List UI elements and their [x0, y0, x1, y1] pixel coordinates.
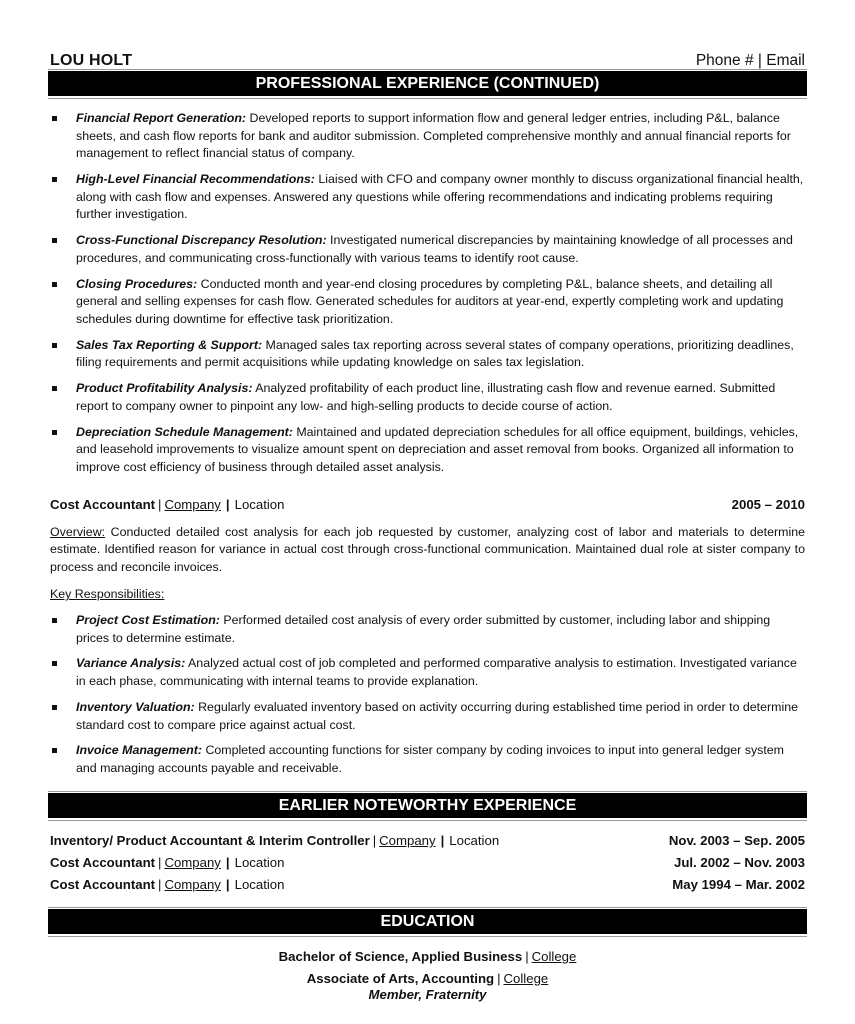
bullet-icon [52, 386, 57, 391]
list-item [50, 276, 805, 329]
job-title: Inventory/ Product Accountant & Interim Controller [50, 833, 370, 848]
bullet-text: Investigated numerical discrepancies by maintaining knowledge of all processes and procedures, and communicating cross-functionally with various teams to identify root cause. [76, 233, 793, 265]
job-title: Cost Accountant [50, 877, 156, 893]
list-item [50, 612, 805, 647]
bullet-lead: Depreciation Schedule Management: [76, 424, 293, 439]
bullet-lead: Sales Tax Reporting & Support: [76, 337, 263, 352]
company-link: Company [379, 833, 436, 848]
list-item [50, 655, 805, 690]
bullet-icon [52, 618, 57, 623]
job-heading [50, 496, 805, 514]
bullet-text: Liaised with CFO and company owner monthly to discuss organizational financial health, along with cash flow and expenses. Answered any questions while offering recommendations and indicating problems requiring further investigation. [76, 172, 804, 222]
list-item [50, 171, 805, 224]
bullet-text: Maintained and updated depreciation schedules for all office equipment, buildings, vehicles, and leasehold improvements to visualize amount spent on depreciation and asset removal from books. Organized all information to improve cost efficiency of business through detailed asset analysis. [76, 424, 799, 474]
list-item [50, 380, 805, 415]
key-responsibilities-list [50, 612, 805, 778]
section-education: EDUCATION [48, 909, 807, 934]
bullet-text: Regularly evaluated inventory based on activity occurring during established time period in order to determine standard cost to compare price against actual cost. [76, 699, 798, 732]
cost-accountant-job [50, 496, 805, 786]
membership: Member, Fraternity [368, 987, 487, 1003]
bullet-lead: Product Profitability Analysis: [76, 381, 253, 396]
resume-header [50, 50, 805, 70]
bullet-text: Analyzed actual cost of job completed and performed comparative analysis to estimation. Investigated variance in each phase, communicating with internal teams to provide explanation. [76, 656, 797, 689]
bullet-text: Managed sales tax reporting across several states of company operations, prioritizing deadlines, filing requirements and permit acquisitions while updating knowledge on sales tax legislation. [76, 337, 794, 370]
bullet-lead: Invoice Management: [76, 743, 202, 758]
job-dates: Nov. 2003 – Sep. 2005 [668, 833, 805, 848]
overview-text: Conducted detailed cost analysis for each job requested by customer, analyzing cost of labor and materials to determine estimate. Identified reason for variance in actual cost through cross-functional communication. Maintained dual role at sister company to process and reconcile invoices. [50, 524, 805, 574]
list-item [50, 424, 805, 477]
bullet-text: Completed accounting functions for sister company by coding invoices to input into general ledger system and managing accounts payable and receivable. [76, 743, 784, 776]
list-item [50, 232, 805, 267]
job-title: Cost Accountant [50, 497, 156, 512]
bullet-icon [52, 177, 57, 182]
bullet-text: Analyzed profitability of each product line, illustrating cash flow and revenue earned. Submitted report to company owner to pinpoint any low- and high-selling products to decide course of action. [76, 381, 776, 413]
bullet-icon [52, 343, 57, 348]
school-link: College [503, 970, 549, 986]
job-location: Location [234, 877, 285, 893]
contact-info: Phone # | Email [695, 52, 805, 70]
job-dates: May 1994 – Mar. 2002 [672, 877, 805, 893]
separator: | [225, 497, 230, 512]
separator: | [497, 970, 501, 986]
job-dates: 2005 – 2010 [731, 497, 805, 512]
earlier-job-row [50, 876, 805, 894]
bullet-lead: Financial Report Generation: [76, 111, 247, 125]
degree: Bachelor of Science, Applied Business [278, 949, 523, 964]
overview-label: Overview: [50, 524, 106, 539]
company-link: Company [164, 877, 221, 893]
previous-job-bullets [50, 110, 805, 485]
section-professional-experience-continued: PROFESSIONAL EXPERIENCE (CONTINUED) [48, 71, 807, 96]
bullet-icon [52, 282, 57, 287]
education-list [50, 948, 805, 1008]
section-earlier-noteworthy-experience: EARLIER NOTEWORTHY EXPERIENCE [48, 793, 807, 818]
job-location: Location [449, 833, 500, 848]
bullet-lead: Closing Procedures: [76, 276, 198, 291]
bullet-lead: Cross-Functional Discrepancy Resolution: [76, 233, 327, 248]
separator: | [158, 855, 162, 871]
job-overview [50, 524, 805, 577]
bullet-lead: Project Cost Estimation: [76, 612, 220, 627]
job-location: Location [234, 855, 285, 871]
bullet-icon [52, 238, 57, 243]
list-item [50, 742, 805, 777]
company-link: Company [164, 855, 221, 871]
separator: | [525, 949, 529, 964]
earlier-jobs-list [50, 832, 805, 894]
key-responsibilities-label: Key Responsibilities: [50, 587, 165, 602]
separator: | [225, 855, 230, 871]
list-item [50, 699, 805, 734]
separator: | [158, 877, 162, 893]
bullet-icon [52, 661, 57, 666]
bullet-text: Conducted month and year-end closing procedures by completing P&L, balance sheets, and detailing all general and selling expenses for cash flow. Generated schedules for auditors at year-end, expertly completing work and updating schedules during downtime for effective task prioritization. [76, 276, 784, 326]
bullet-lead: Variance Analysis: [76, 656, 186, 671]
separator: | [158, 497, 162, 512]
bullet-text: Developed reports to support information flow and general ledger entries, including P&L, balance sheets, and cash flow reports for bank and auditor submission. Completed comprehensive monthly and annual financial reports for management to reflect financial status of company. [76, 111, 791, 161]
separator: | [225, 877, 230, 893]
degree: Associate of Arts, Accounting [306, 970, 495, 986]
separator: | [440, 833, 445, 848]
bullet-icon [52, 748, 57, 753]
bullet-icon [52, 430, 57, 435]
earlier-job-row [50, 854, 805, 872]
bullet-icon [52, 705, 57, 710]
bullet-lead: Inventory Valuation: [76, 699, 195, 714]
job-dates: Jul. 2002 – Nov. 2003 [674, 855, 805, 871]
education-entry [50, 970, 805, 988]
bullet-text: Performed detailed cost analysis of every order submitted by customer, including labor and shipping prices to determine estimate. [76, 612, 771, 645]
candidate-name: LOU HOLT [50, 52, 133, 70]
education-entry [50, 948, 805, 966]
separator: | [372, 833, 377, 848]
list-item [50, 110, 805, 163]
school-link: College [531, 949, 577, 964]
list-item [50, 337, 805, 372]
job-title: Cost Accountant [50, 855, 156, 871]
job-location: Location [234, 497, 285, 512]
company-link: Company [164, 497, 221, 512]
earlier-job-row [50, 832, 805, 850]
bullet-lead: High-Level Financial Recommendations: [76, 172, 315, 187]
bullet-icon [52, 116, 57, 121]
